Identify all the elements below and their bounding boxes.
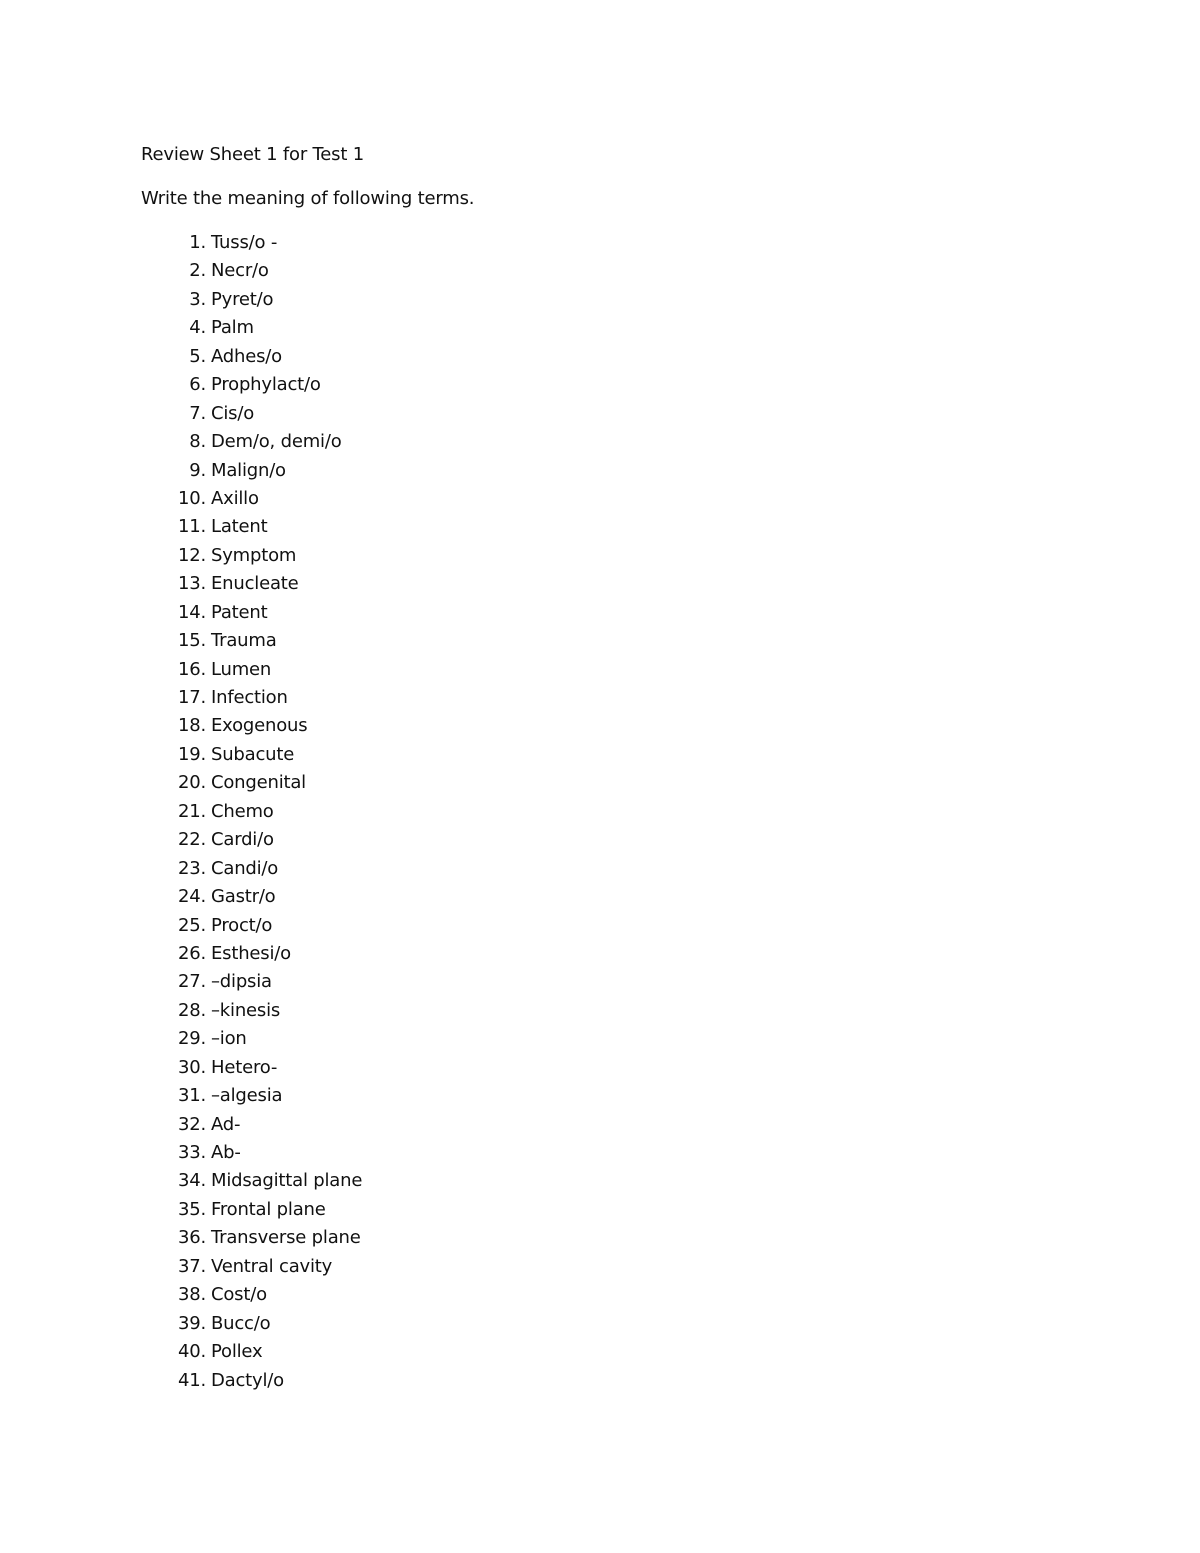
term-number: 12.: [177, 544, 206, 566]
term-text: Pollex: [211, 1341, 263, 1363]
term-number: 37.: [177, 1255, 206, 1277]
term-number: 24.: [177, 886, 206, 908]
term-text: Cis/o: [211, 402, 255, 424]
term-number: 41.: [177, 1369, 206, 1391]
term-number: 35.: [177, 1198, 206, 1220]
term-text: Cardi/o: [211, 829, 274, 851]
term-number: 5.: [189, 345, 206, 367]
term-number: 38.: [177, 1284, 206, 1306]
term-number: 31.: [177, 1085, 206, 1107]
term-number: 9.: [189, 459, 206, 481]
term-text: Dactyl/o: [211, 1369, 284, 1391]
term-text: Midsagittal plane: [211, 1170, 363, 1192]
term-text: Hetero-: [211, 1056, 278, 1078]
term-text: –kinesis: [211, 999, 281, 1021]
term-text: Palm: [211, 317, 254, 339]
term-number: 21.: [177, 800, 206, 822]
term-number: 19.: [177, 743, 206, 765]
term-text: Latent: [211, 516, 268, 538]
term-text: Bucc/o: [211, 1312, 271, 1334]
term-number: 22.: [177, 829, 206, 851]
term-number: 36.: [177, 1227, 206, 1249]
term-number: 26.: [177, 942, 206, 964]
term-text: Congenital: [211, 772, 306, 794]
term-number: 25.: [177, 914, 206, 936]
term-number: 8.: [189, 431, 206, 453]
term-text: Ventral cavity: [211, 1255, 333, 1277]
document-instructions: Write the meaning of following terms.: [141, 188, 475, 209]
term-number: 23.: [177, 857, 206, 879]
term-text: Ad-: [211, 1113, 241, 1135]
term-number: 15.: [177, 630, 206, 652]
term-text: Pyret/o: [211, 288, 274, 310]
term-number: 7.: [189, 402, 206, 424]
term-text: –dipsia: [211, 971, 272, 993]
term-number: 13.: [177, 573, 206, 595]
term-text: Frontal plane: [211, 1198, 326, 1220]
term-text: Chemo: [211, 800, 274, 822]
term-number: 17.: [177, 687, 206, 708]
term-text: Prophylact/o: [211, 374, 321, 396]
term-text: Exogenous: [211, 715, 308, 737]
term-text: Lumen: [211, 658, 272, 680]
term-number: 30.: [177, 1056, 206, 1078]
term-number: 39.: [177, 1312, 206, 1334]
term-number: 14.: [177, 601, 206, 623]
term-text: –algesia: [211, 1085, 283, 1107]
term-text: Transverse plane: [211, 1227, 361, 1249]
term-number: 18.: [177, 715, 206, 737]
term-text: Proct/o: [211, 914, 273, 936]
term-text: Patent: [211, 601, 268, 623]
term-text: Gastr/o: [211, 886, 276, 908]
term-number: 32.: [177, 1113, 206, 1135]
term-text: –ion: [211, 1028, 247, 1050]
term-number: 10.: [177, 487, 206, 509]
term-text: Subacute: [211, 743, 295, 765]
term-number: 33.: [177, 1142, 206, 1163]
term-text: Esthesi/o: [211, 942, 291, 964]
document-title: Review Sheet 1 for Test 1: [141, 144, 364, 165]
term-text: Candi/o: [211, 857, 279, 879]
term-number: 40.: [177, 1341, 206, 1363]
term-text: Cost/o: [211, 1284, 267, 1306]
term-number: 20.: [177, 772, 206, 794]
term-text: Adhes/o: [211, 345, 282, 367]
term-text: Enucleate: [211, 573, 299, 595]
term-text: Infection: [211, 687, 288, 708]
term-number: 27.: [177, 971, 206, 993]
term-number: 1.: [189, 232, 206, 253]
term-text: Necr/o: [211, 260, 269, 282]
term-number: 2.: [189, 260, 206, 282]
term-number: 4.: [189, 317, 206, 339]
term-text: Tuss/o -: [211, 232, 278, 253]
term-text: Malign/o: [211, 459, 286, 481]
term-text: Symptom: [211, 544, 297, 566]
term-number: 28.: [177, 999, 206, 1021]
term-text: Ab-: [211, 1142, 241, 1163]
term-number: 29.: [177, 1028, 206, 1050]
term-text: Trauma: [211, 630, 277, 652]
term-number: 3.: [189, 288, 206, 310]
term-number: 34.: [177, 1170, 206, 1192]
term-number: 6.: [189, 374, 206, 396]
term-number: 11.: [177, 516, 206, 538]
term-number: 16.: [177, 658, 206, 680]
term-text: Axillo: [211, 487, 259, 509]
term-text: Dem/o, demi/o: [211, 431, 342, 453]
